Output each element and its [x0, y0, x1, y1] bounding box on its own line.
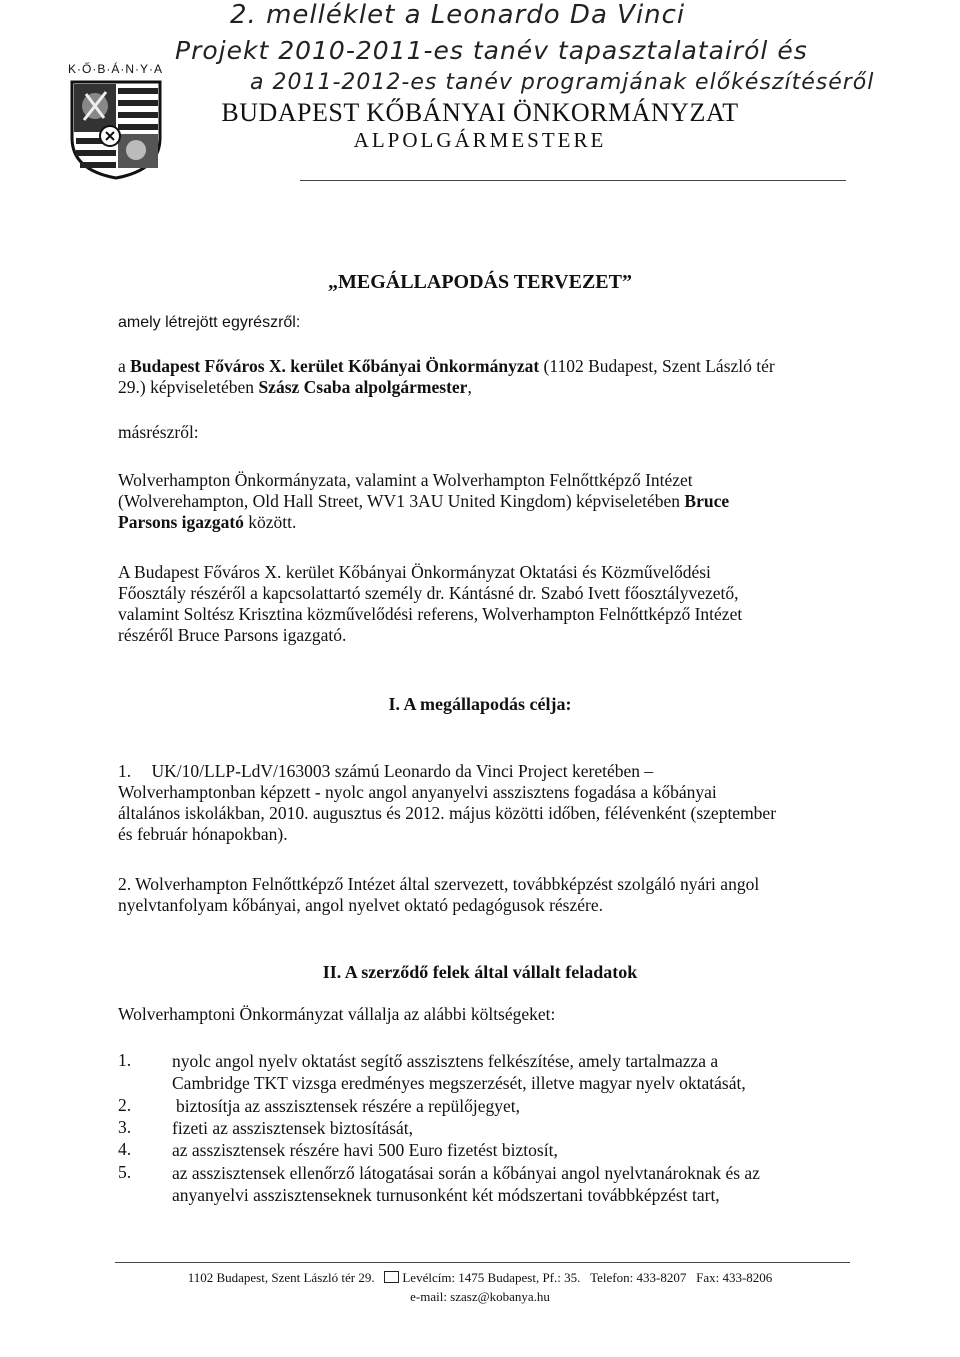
organization-name: BUDAPEST KŐBÁNYAI ÖNKORMÁNYZAT	[221, 98, 739, 127]
section2-item-line1: az asszisztensek ellenőrző látogatásai során a kőbányai angol nyelvtanároknak és az	[172, 1163, 760, 1183]
section1-heading: I. A megállapodás célja:	[388, 694, 572, 714]
party1-representative: Szász Csaba alpolgármester	[258, 377, 468, 397]
footer-line1	[0, 1270, 960, 1286]
section1-item1-line1: UK/10/LLP-LdV/163003 számú Leonardo da Vinci Project keretében –	[151, 761, 654, 781]
footer-fax: Fax: 433-8206	[696, 1270, 773, 1285]
section1-item2	[118, 874, 842, 916]
section2-item-line2: Cambridge TKT vizsga eredményes megszerzését, illetve magyar nyelv oktatását,	[172, 1073, 746, 1093]
party1-address: (1102 Budapest, Szent László tér	[539, 356, 775, 376]
section2-intro: Wolverhamptoni Önkormányzat vállalja az alábbi költségeket:	[118, 1004, 556, 1024]
section2-item-number: 1.	[118, 1050, 132, 1070]
section2-item: fizeti az asszisztensek biztosítását,	[172, 1118, 414, 1138]
contacts-line1: A Budapest Főváros X. kerület Kőbányai Önkormányzat Oktatási és Közművelődési	[118, 562, 711, 582]
party2-line2: (Wolverehampton, Old Hall Street, WV1 3AU United Kingdom) képviseletében	[118, 491, 685, 511]
section2-item-number: 5.	[118, 1162, 132, 1182]
handwritten-note-line2: Projekt 2010-2011-es tanév tapasztalatairól és	[175, 36, 808, 65]
party2-rep-part2: Parsons igazgató	[118, 512, 244, 532]
section2-item-number: 4.	[118, 1139, 132, 1159]
party2-paragraph	[118, 470, 842, 533]
other-party-label: másrészről:	[118, 422, 199, 442]
section2-item-line2: anyanyelvi asszisztenseknek turnusonként két módszertani továbbképzést tart,	[172, 1185, 720, 1205]
section2-item	[172, 1162, 842, 1206]
section2-item	[172, 1050, 842, 1094]
section2-item: az asszisztensek részére havi 500 Euro fizetést biztosít,	[172, 1140, 558, 1160]
party1-post: ,	[467, 377, 472, 397]
party1-name: Budapest Főváros X. kerület Kőbányai Önkormányzat	[130, 356, 540, 376]
header-divider	[300, 180, 846, 181]
handwritten-note-line3: a 2011-2012-es tanév programjának előkészítéséről	[250, 70, 875, 95]
section1-item1-number: 1.	[118, 761, 132, 781]
section2-item-number: 2.	[118, 1095, 132, 1115]
section2-item: biztosítja az asszisztensek részére a repülőjegyet,	[176, 1096, 521, 1116]
party1-address-cont: 29.) képviseletében	[118, 377, 259, 397]
envelope-icon	[384, 1271, 399, 1283]
section1-item1-line2: Wolverhamptonban képzett - nyolc angol anyanyelvi asszisztens fogadása a kőbányai	[118, 782, 717, 802]
footer-divider	[115, 1262, 850, 1263]
contacts-line2: Főosztály részéről a kapcsolattartó személy dr. Kántásné dr. Szabó Ivett főosztályvezető,	[118, 583, 739, 603]
document-title: „MEGÁLLAPODÁS TERVEZET”	[328, 271, 632, 293]
footer-phone: Telefon: 433-8207	[590, 1270, 687, 1285]
section1-item1-line4: és február hónapokban).	[118, 824, 288, 844]
party1-paragraph	[118, 356, 842, 398]
section1-item2-line1: 2. Wolverhampton Felnőttképző Intézet által szervezett, továbbképzést szolgáló nyári angol	[118, 874, 760, 894]
section1-item2-line2: nyelvtanfolyam kőbányai, angol nyelvet oktató pedagógusok részére.	[118, 895, 603, 915]
crest-label: K·Ő·B·Á·N·Y·A	[68, 62, 163, 76]
section2-heading: II. A szerződő felek által vállalt feladatok	[322, 962, 638, 982]
contacts-paragraph	[118, 562, 842, 646]
contacts-line3: valamint Soltész Krisztina közművelődési referens, Wolverhampton Felnőttképző Intézet	[118, 604, 743, 624]
section2-item-number: 3.	[118, 1117, 132, 1137]
section2-item-line1: nyolc angol nyelv oktatást segítő asszisztens felkészítése, amely tartalmazza a	[172, 1051, 719, 1071]
party2-post: között.	[243, 512, 297, 532]
contacts-line4: részéről Bruce Parsons igazgató.	[118, 625, 347, 645]
party1-pre: a	[118, 356, 131, 376]
party2-line1: Wolverhampton Önkormányzata, valamint a Wolverhampton Felnőttképző Intézet	[118, 470, 693, 490]
organization-subtitle: ALPOLGÁRMESTERE	[353, 128, 607, 152]
footer-email: e-mail: szasz@kobanya.hu	[410, 1289, 550, 1304]
handwritten-note-line1: 2. melléklet a Leonardo Da Vinci	[230, 0, 686, 30]
footer-address: 1102 Budapest, Szent László tér 29.	[187, 1270, 375, 1285]
section1-item1	[118, 761, 842, 845]
section1-item1-line3: általános iskolákban, 2010. augusztus és 2012. május közötti időben, félévenként (szeptember	[118, 803, 777, 823]
party2-rep-part1: Bruce	[684, 491, 730, 511]
intro-label: amely létrejött egyrészről:	[118, 314, 301, 331]
footer-mail: Levélcím: 1475 Budapest, Pf.: 35.	[402, 1270, 581, 1285]
